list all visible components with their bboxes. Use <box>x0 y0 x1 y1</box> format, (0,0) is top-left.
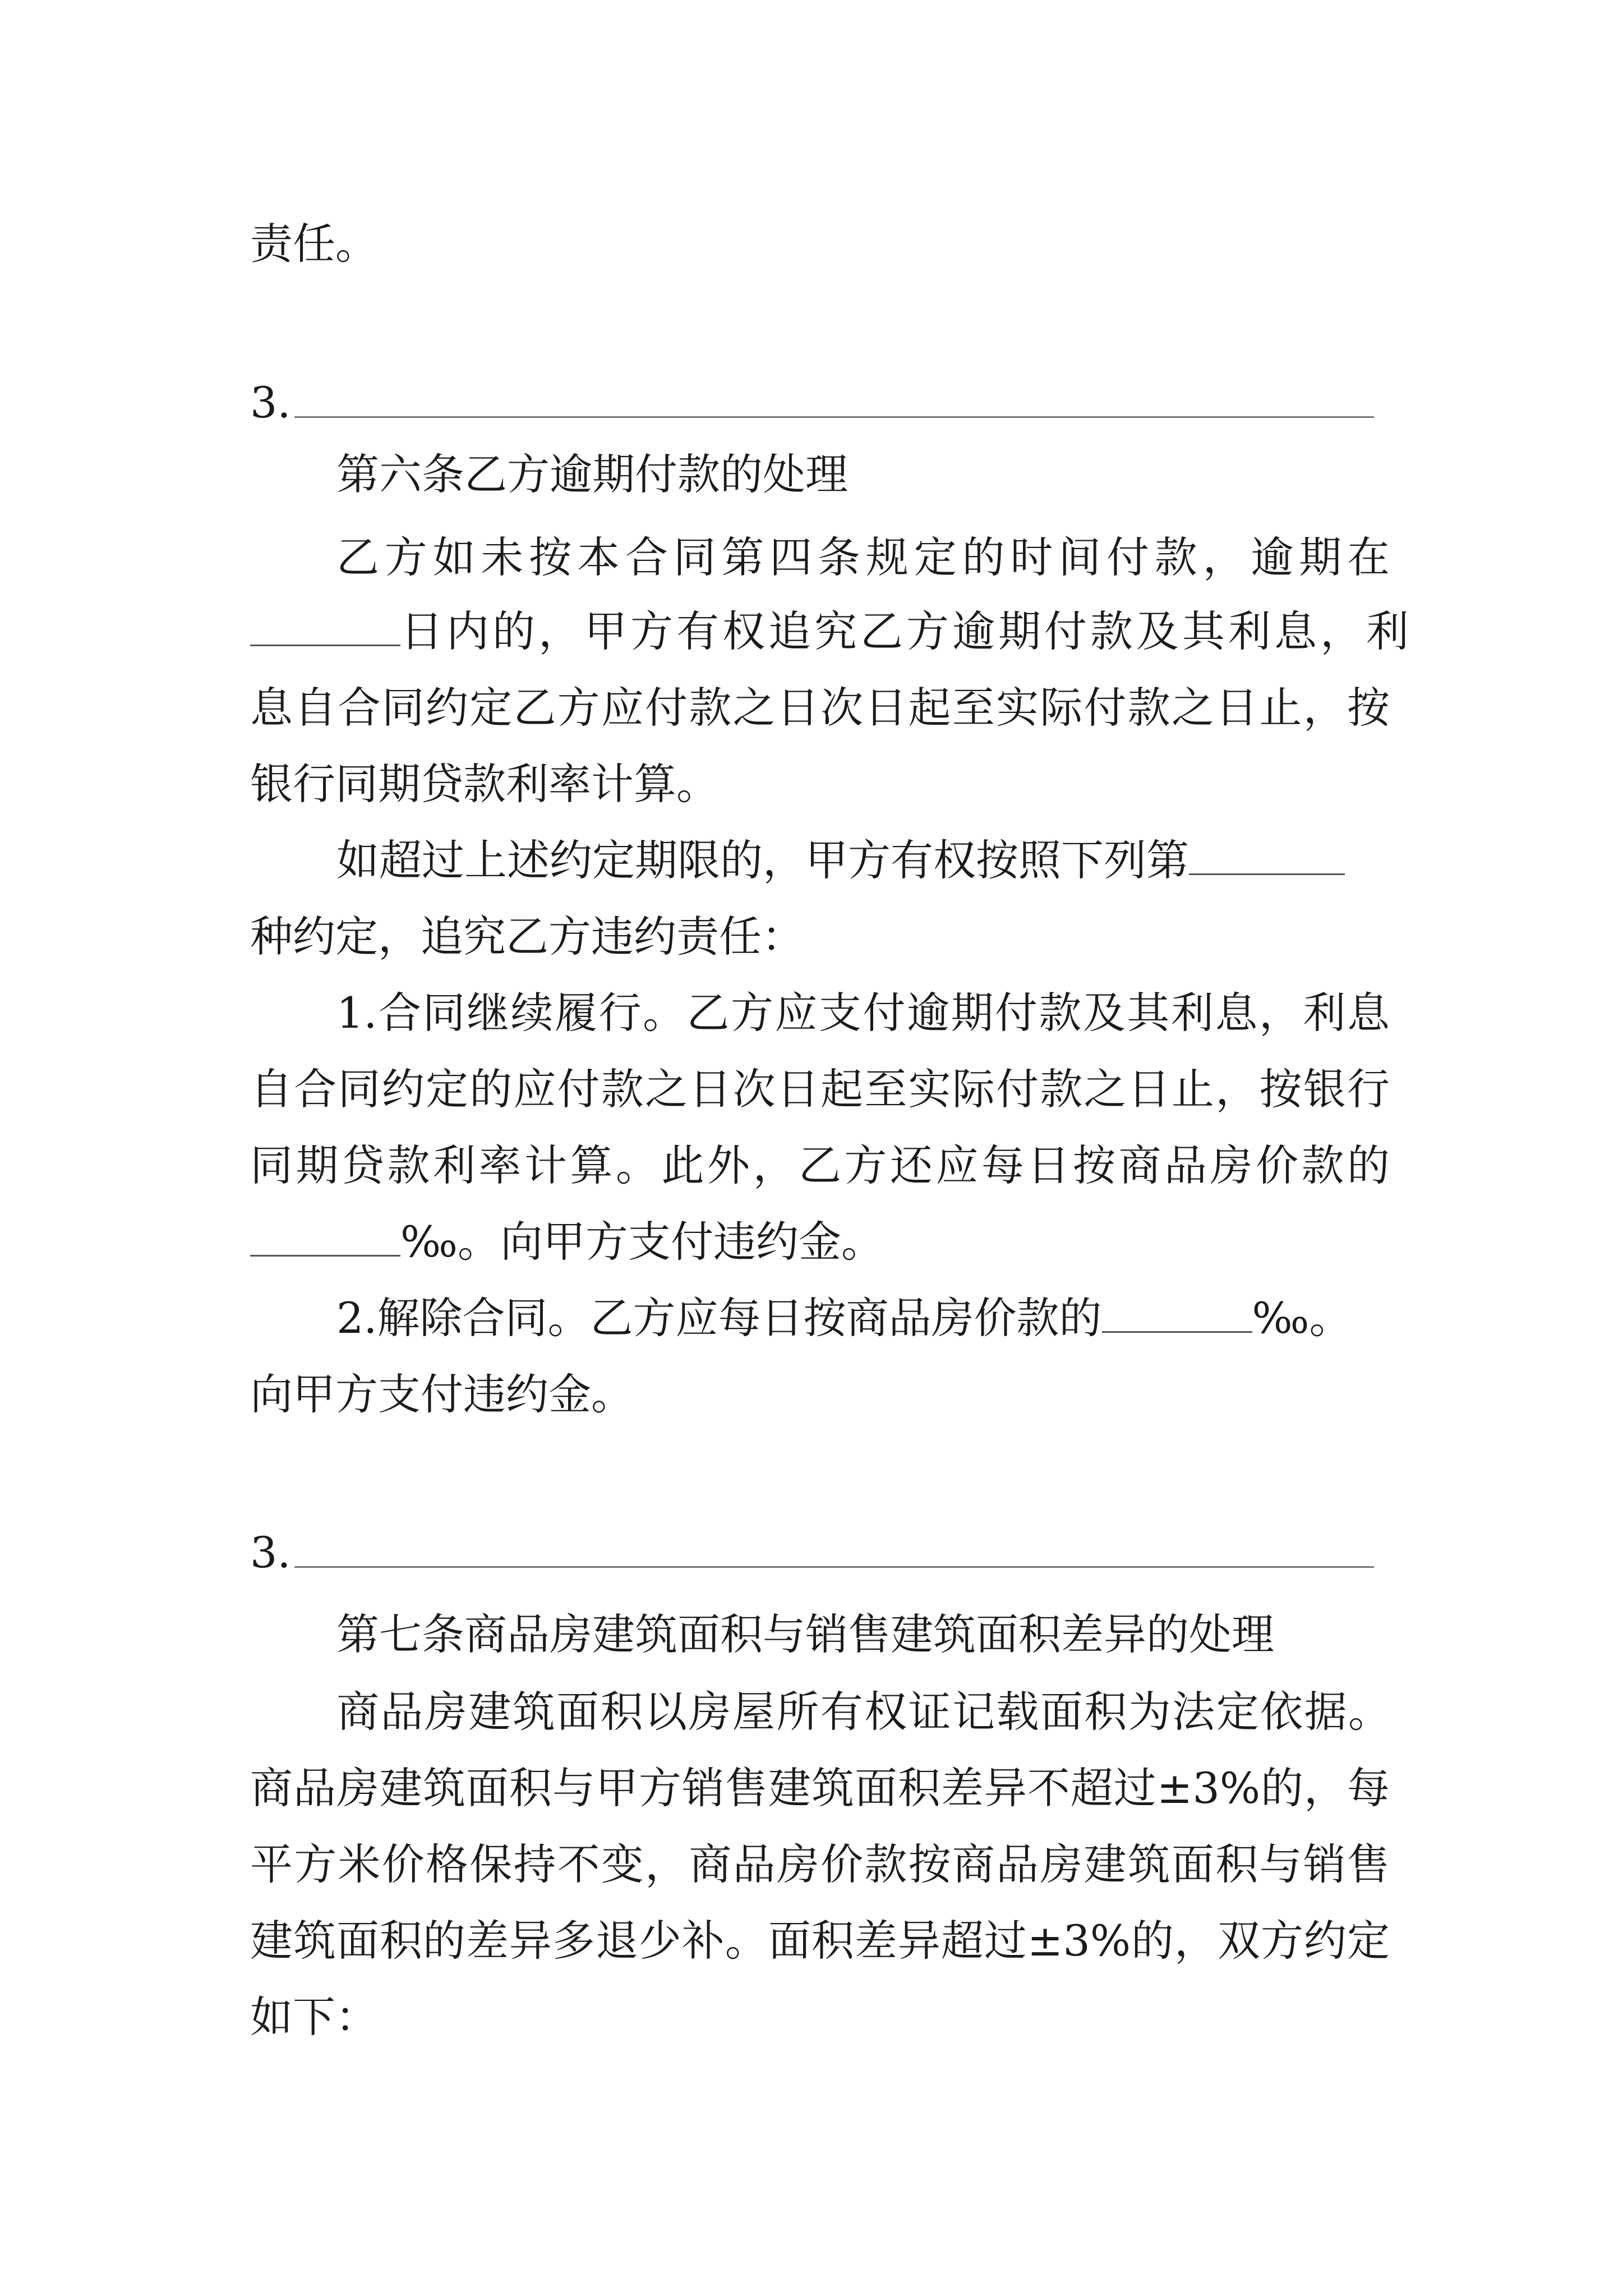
paragraph-line: 责任。 <box>250 219 378 269</box>
paragraph-line: 商品房建筑面积与甲方销售建筑面积差异不超过±3%的，每 <box>250 1763 1390 1813</box>
line-text: ‰。 <box>1252 1293 1352 1343</box>
item-number: 3. <box>250 378 291 427</box>
paragraph-line: 如下： <box>250 1992 378 2042</box>
fill-in-rule <box>294 1566 1374 1568</box>
paragraph-line <box>250 1214 1389 1270</box>
line-text: ‰。向甲方支付违约金。 <box>400 1217 884 1267</box>
paragraph-line: 种约定，追究乙方违约责任： <box>250 912 804 961</box>
line-text: 2.解除合同。乙方应每日按商品房价款的 <box>336 1293 1102 1343</box>
blank-days[interactable] <box>250 608 400 646</box>
blank-option[interactable] <box>1189 836 1345 875</box>
blank-rate[interactable] <box>250 1218 400 1257</box>
article-7-heading: 第七条商品房建筑面积与销售建筑面积差异的处理 <box>336 1609 1274 1659</box>
paragraph-line: 银行同期贷款利率计算。 <box>250 759 719 809</box>
line-text: 日内的，甲方有权追究乙方逾期付款及其利息，利 <box>400 606 1412 656</box>
blank-rate[interactable] <box>1102 1294 1252 1333</box>
paragraph-line: 向甲方支付违约金。 <box>250 1369 634 1419</box>
paragraph-line: 同期贷款利率计算。此外，乙方还应每日按商品房价款的 <box>250 1140 1390 1190</box>
numbered-item-3 <box>250 375 1389 431</box>
fill-in-rule <box>294 416 1374 418</box>
paragraph-line: 乙方如未按本合同第四条规定的时间付款，逾期在 <box>336 532 1390 582</box>
paragraph-line: 息自合同约定乙方应付款之日次日起至实际付款之日止，按 <box>250 683 1390 733</box>
article-6-heading: 第六条乙方逾期付款的处理 <box>336 449 848 499</box>
paragraph-line: 平方米价格保持不变，商品房价款按商品房建筑面积与销售 <box>250 1839 1390 1889</box>
item-number: 3. <box>250 1527 291 1577</box>
paragraph-line <box>250 604 1412 660</box>
paragraph-line: 自合同约定的应付款之日次日起至实际付款之日止，按银行 <box>250 1064 1390 1114</box>
paragraph-line: 建筑面积的差异多退少补。面积差异超过±3%的，双方约定 <box>250 1916 1390 1966</box>
numbered-item-3 <box>250 1525 1389 1581</box>
paragraph-line: 1.合同继续履行。乙方应支付逾期付款及其利息，利息 <box>336 988 1390 1038</box>
paragraph-line <box>336 1290 1475 1346</box>
paragraph-line <box>336 832 1475 889</box>
paragraph-line: 商品房建筑面积以房屋所有权证记载面积为法定依据。 <box>336 1687 1391 1737</box>
line-text: 如超过上述约定期限的，甲方有权按照下列第 <box>336 835 1189 885</box>
